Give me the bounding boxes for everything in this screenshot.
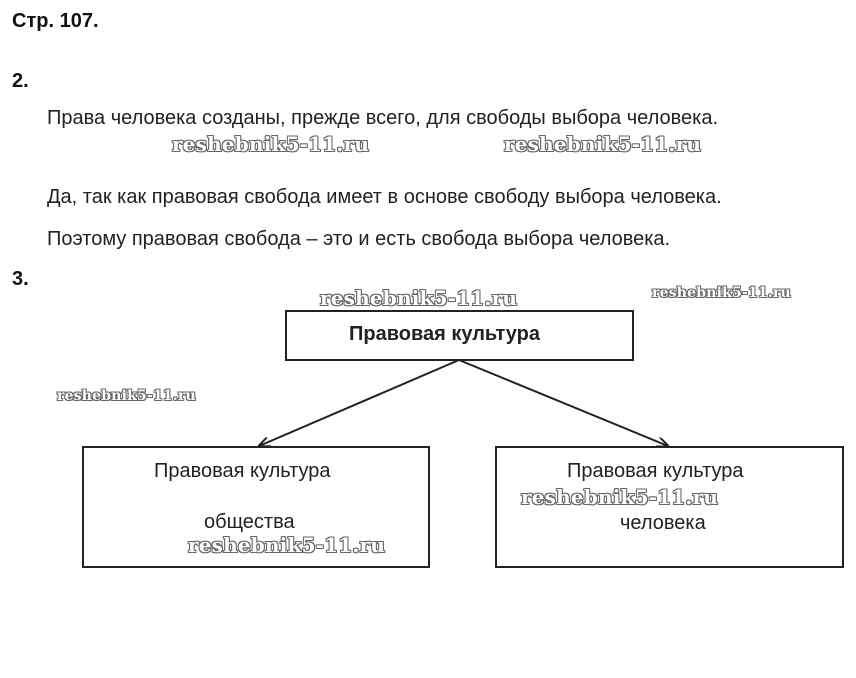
watermark: reshebnik5-11.ru bbox=[652, 285, 791, 301]
task-3-number: 3. bbox=[12, 268, 29, 290]
task-2-number: 2. bbox=[12, 70, 29, 92]
page-heading: Стр. 107. bbox=[12, 10, 99, 32]
arrow-to-person bbox=[459, 360, 668, 446]
left-box-line-1: Правовая культура bbox=[154, 460, 331, 482]
right-box-line-2: человека bbox=[620, 512, 706, 534]
watermark: reshebnik5-11.ru bbox=[504, 132, 702, 156]
watermark: reshebnik5-11.ru bbox=[521, 485, 719, 509]
diagram-left-box bbox=[82, 446, 430, 568]
diagram-right-box bbox=[495, 446, 844, 568]
task-2-answer-line-1: Права человека созданы, прежде всего, для свободы выбора человека. bbox=[47, 107, 719, 129]
diagram-top-box bbox=[285, 310, 634, 361]
watermark: reshebnik5-11.ru bbox=[57, 388, 196, 404]
right-box-line-1: Правовая культура bbox=[567, 460, 744, 482]
watermark: reshebnik5-11.ru bbox=[188, 533, 386, 557]
diagram-top-label: Правовая культура bbox=[349, 323, 540, 345]
left-box-line-2: общества bbox=[204, 511, 295, 533]
watermark: reshebnik5-11.ru bbox=[172, 132, 370, 156]
task-2-answer-line-3: Поэтому правовая свобода – это и есть свобода выбора человека. bbox=[47, 228, 671, 250]
task-2-answer-line-2: Да, так как правовая свобода имеет в основе свободу выбора человека. bbox=[47, 186, 722, 208]
arrow-to-society bbox=[259, 360, 459, 446]
watermark: reshebnik5-11.ru bbox=[320, 286, 518, 310]
